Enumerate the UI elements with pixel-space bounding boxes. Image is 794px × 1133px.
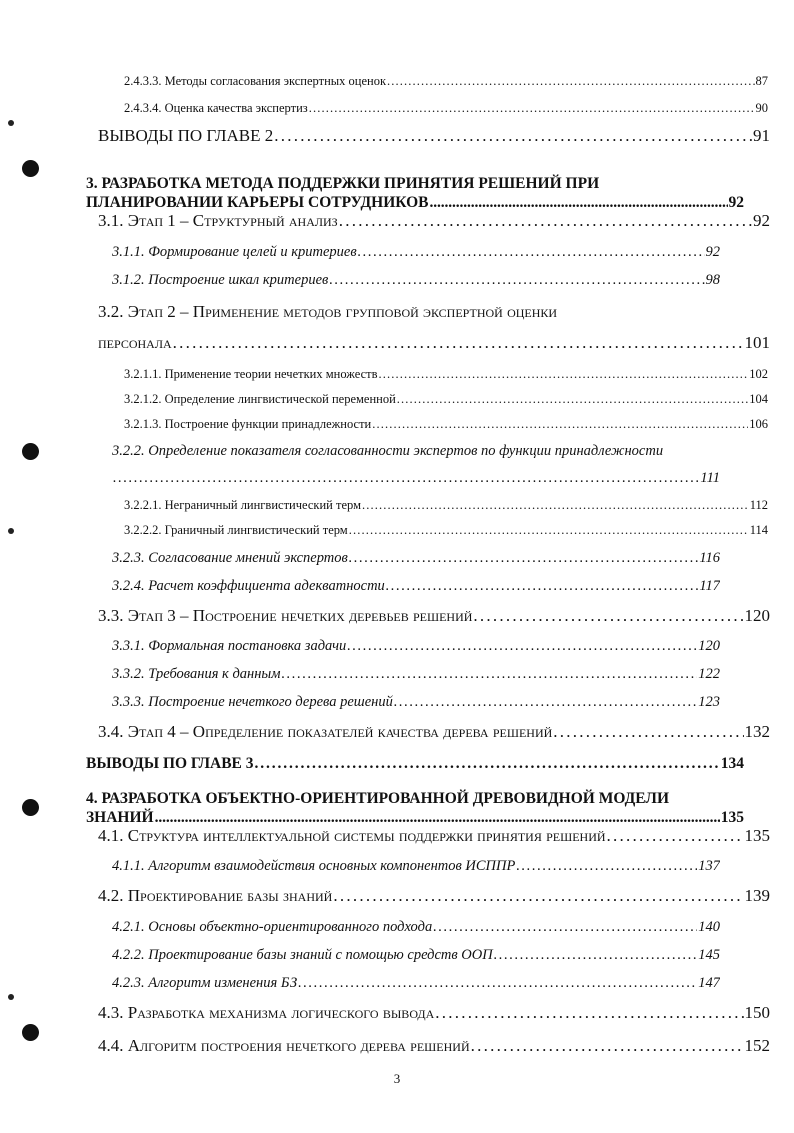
toc-entry-title: 4.2.3. Алгоритм изменения БЗ — [112, 975, 298, 991]
toc-entry-title-line1: 3.2.2. Определение показателя согласованности экспертов по функции принадлежности — [112, 443, 664, 459]
toc-entry-page: 140 — [698, 919, 720, 935]
toc-entry[interactable] — [112, 858, 720, 875]
toc-entry[interactable] — [112, 244, 720, 261]
toc-entry[interactable] — [98, 826, 770, 846]
dot-leader — [473, 606, 743, 626]
dot-leader — [387, 74, 754, 89]
toc-entry-page: 104 — [749, 392, 768, 406]
toc-entry-page: 134 — [720, 755, 744, 772]
toc-entry-page: 111 — [700, 470, 720, 486]
toc-entry-page: 120 — [698, 638, 720, 654]
toc-entry[interactable] — [124, 417, 768, 432]
punch-hole — [22, 443, 39, 460]
toc-entry-page: 92 — [753, 211, 770, 230]
toc-entry-title: 3.2.2.1. Неграничный лингвистический терм — [124, 498, 361, 512]
toc-entry-page: 145 — [698, 947, 720, 963]
dot-leader — [282, 666, 698, 683]
toc-entry[interactable] — [98, 1036, 770, 1056]
toc-entry-page: 117 — [699, 578, 720, 594]
dot-leader — [339, 211, 752, 231]
toc-entry-title: 4.2.1. Основы объектно-ориентированного подхода — [112, 919, 433, 935]
toc-entry-title: 2.4.3.4. Оценка качества экспертиз — [124, 101, 308, 115]
toc-entry-page: 92 — [728, 194, 744, 211]
toc-entry-page: 102 — [749, 367, 768, 381]
toc-entry[interactable] — [124, 498, 768, 513]
toc-entry-page: 101 — [744, 333, 770, 352]
dot-leader — [386, 578, 699, 595]
toc-entry[interactable] — [98, 211, 770, 231]
toc-entry[interactable] — [112, 947, 720, 964]
toc-entry[interactable] — [112, 578, 720, 595]
toc-entry-title-line1: 3.2. Этап 2 – Применение методов групповой экспертной оценки — [98, 302, 558, 321]
toc-entry[interactable] — [112, 638, 720, 655]
toc-chapter-title-line2: ПЛАНИРОВАНИИ КАРЬЕРЫ СОТРУДНИКОВ — [86, 194, 429, 211]
toc-entry-page: 135 — [744, 826, 770, 845]
toc-entry[interactable] — [98, 886, 770, 906]
toc-entry-page: 92 — [705, 244, 720, 260]
toc-entry-title: 4.1.1. Алгоритм взаимодействия основных компонентов ИСППР — [112, 858, 516, 874]
dot-leader — [433, 919, 697, 936]
toc-entry[interactable] — [124, 392, 768, 407]
toc-entry-page: 98 — [705, 272, 720, 288]
dot-leader — [607, 826, 744, 846]
toc-entry-page: 106 — [749, 417, 768, 431]
toc-entry-title: 3.1. Этап 1 – Структурный анализ — [98, 211, 338, 230]
toc-entry-page: 114 — [749, 523, 768, 537]
toc-chapter-title-line1: 4. РАЗРАБОТКА ОБЪЕКТНО-ОРИЕНТИРОВАННОЙ ДРЕВОВИДНОЙ МОДЕЛИ — [86, 790, 670, 807]
toc-entry-title: 3.3. Этап 3 – Построение нечетких деревьев решений — [98, 606, 473, 625]
toc-chapter-entry[interactable] — [86, 174, 744, 212]
toc-entry-title: 4.1. Структура интеллектуальной системы поддержки принятия решений — [98, 826, 606, 845]
toc-entry-page: 116 — [699, 550, 720, 566]
punch-hole — [22, 799, 39, 816]
toc-entry-title: 3.1.1. Формирование целей и критериев — [112, 244, 357, 260]
toc-entry-page: 152 — [744, 1036, 770, 1055]
toc-entry-page: 90 — [755, 101, 768, 115]
page-number: 3 — [393, 1071, 401, 1086]
toc-entry[interactable] — [86, 755, 744, 773]
toc-chapter-title-line2: ЗНАНИЙ — [86, 809, 154, 826]
dot-leader — [298, 975, 697, 992]
toc-entry[interactable] — [98, 606, 770, 626]
toc-entry[interactable] — [112, 694, 720, 711]
punch-hole — [22, 1024, 39, 1041]
scan-speck — [8, 994, 14, 1000]
toc-entry[interactable] — [98, 722, 770, 742]
toc-entry-title: 3.2.1.3. Построение функции принадлежности — [124, 417, 372, 431]
dot-leader — [358, 244, 705, 261]
toc-entry-title: 3.2.2.2. Граничный лингвистический терм — [124, 523, 348, 537]
toc-entry-title: ВЫВОДЫ ПО ГЛАВЕ 3 — [86, 755, 254, 772]
dot-leader — [394, 694, 697, 711]
dot-leader — [274, 126, 752, 146]
toc-entry[interactable] — [112, 470, 720, 487]
dot-leader — [494, 947, 698, 964]
toc-entry[interactable] — [98, 333, 770, 353]
dot-leader — [155, 808, 720, 827]
toc-entry-title: 3.2.3. Согласование мнений экспертов — [112, 550, 348, 566]
toc-entry-page: 87 — [755, 74, 768, 88]
toc-entry[interactable] — [112, 272, 720, 289]
toc-entry[interactable] — [112, 975, 720, 992]
toc-entry-title: 3.1.2. Построение шкал критериев — [112, 272, 329, 288]
scan-speck — [8, 120, 14, 126]
toc-entry[interactable] — [98, 1003, 770, 1023]
toc-entry-title: 3.2.1.1. Применение теории нечетких множеств — [124, 367, 378, 381]
dot-leader — [516, 858, 697, 875]
dot-leader — [471, 1036, 744, 1056]
toc-entry-page: 135 — [720, 809, 744, 826]
dot-leader — [397, 392, 748, 407]
toc-entry-title: 3.2.1.2. Определение лингвистической переменной — [124, 392, 396, 406]
dot-leader — [349, 523, 749, 538]
punch-hole — [22, 160, 39, 177]
toc-entry-page: 137 — [698, 858, 720, 874]
scan-speck — [8, 528, 14, 534]
toc-entry[interactable] — [124, 523, 768, 538]
dot-leader — [333, 886, 743, 906]
dot-leader — [553, 722, 743, 742]
toc-entry[interactable] — [112, 919, 720, 936]
toc-chapter-title-line1: 3. РАЗРАБОТКА МЕТОДА ПОДДЕРЖКИ ПРИНЯТИЯ РЕШЕНИЙ ПРИ — [86, 175, 600, 192]
toc-entry-page: 123 — [698, 694, 720, 710]
toc-entry-page: 132 — [744, 722, 770, 741]
toc-entry-title: 3.3.3. Построение нечеткого дерева решений — [112, 694, 393, 710]
dot-leader — [329, 272, 704, 289]
toc-entry-title: 3.3.2. Требования к данным — [112, 666, 281, 682]
dot-leader — [309, 101, 755, 116]
dot-leader — [379, 367, 749, 382]
toc-entry[interactable] — [124, 74, 768, 89]
dot-leader — [113, 470, 699, 487]
toc-chapter-entry[interactable] — [86, 789, 744, 827]
toc-entry[interactable] — [112, 666, 720, 683]
toc-entry[interactable] — [98, 126, 770, 146]
toc-entry-page: 122 — [698, 666, 720, 682]
toc-entry-title: 3.4. Этап 4 – Определение показателей качества дерева решений — [98, 722, 553, 741]
dot-leader — [430, 193, 728, 212]
toc-entry[interactable] — [124, 367, 768, 382]
toc-entry-page: 139 — [744, 886, 770, 905]
dot-leader — [255, 755, 720, 773]
toc-entry-title: 4.2.2. Проектирование базы знаний с помощью средств ООП — [112, 947, 493, 963]
dot-leader — [362, 498, 749, 513]
toc-entry-title: 3.2.4. Расчет коэффициента адекватности — [112, 578, 385, 594]
toc-entry-page: 112 — [749, 498, 768, 512]
dot-leader — [372, 417, 748, 432]
toc-entry-page: 91 — [753, 126, 770, 145]
dot-leader — [349, 550, 699, 567]
toc-entry-page: 150 — [744, 1003, 770, 1022]
toc-entry-title: 3.3.1. Формальная постановка задачи — [112, 638, 347, 654]
toc-entry[interactable] — [124, 101, 768, 116]
toc-entry-title: 4.3. Разработка механизма логического вывода — [98, 1003, 435, 1022]
toc-entry[interactable] — [112, 550, 720, 567]
toc-entry-page: 147 — [698, 975, 720, 991]
dot-leader — [173, 333, 744, 353]
dot-leader — [347, 638, 697, 655]
toc-entry-title: 2.4.3.3. Методы согласования экспертных оценок — [124, 74, 387, 88]
toc-entry-page: 120 — [744, 606, 770, 625]
toc-entry-title-line2: персонала — [98, 333, 172, 352]
toc-entry-title: 4.2. Проектирование базы знаний — [98, 886, 333, 905]
toc-entry-title: ВЫВОДЫ ПО ГЛАВЕ 2 — [98, 126, 274, 145]
dot-leader — [435, 1003, 743, 1023]
toc-entry-title: 4.4. Алгоритм построения нечеткого дерева решений — [98, 1036, 470, 1055]
